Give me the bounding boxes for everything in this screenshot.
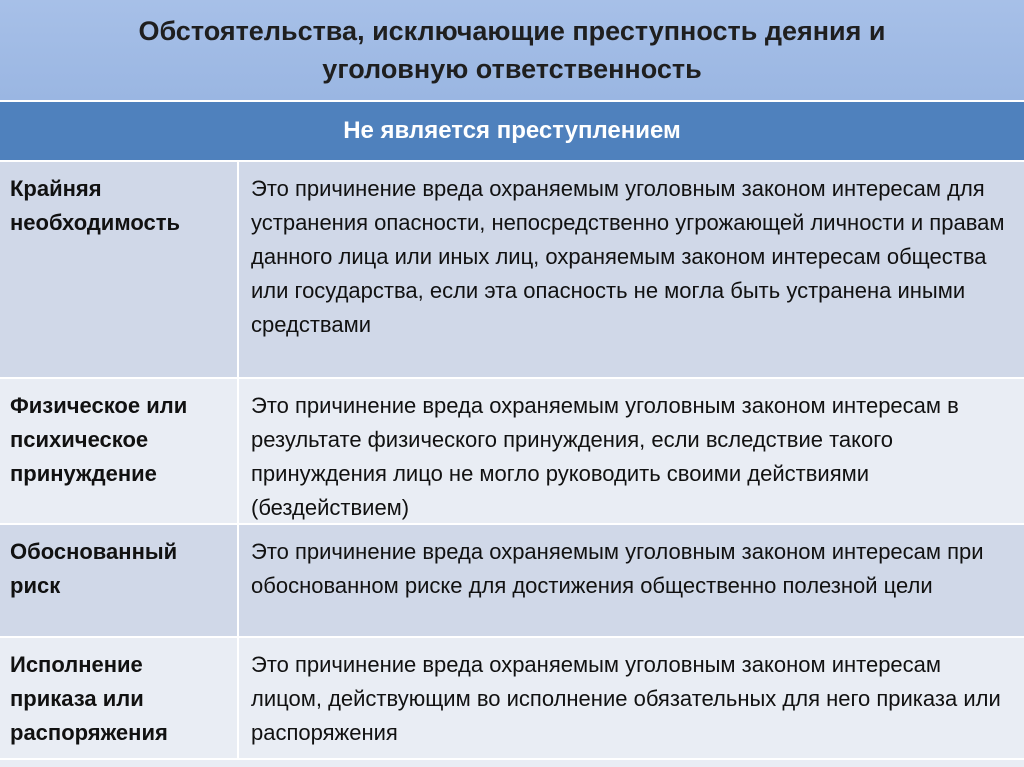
table-footer-strip xyxy=(0,760,1024,767)
term-cell: Исполнение приказа или распоряжения xyxy=(0,638,239,758)
slide-title-text: Обстоятельства, исключающие преступность деяния и уголовную ответственность xyxy=(138,16,886,84)
circumstances-table xyxy=(0,102,1024,767)
table-header: Не является преступлением xyxy=(0,102,1024,160)
term-cell: Физическое или психическое принуждение xyxy=(0,379,239,523)
table-row xyxy=(0,638,1024,758)
table-row xyxy=(0,162,1024,377)
term-cell: Крайняя необходимость xyxy=(0,162,239,377)
definition-cell: Это причинение вреда охраняемым уголовным законом интересам лицом, действующим во исполнение обязательных для него приказа или распоряжения xyxy=(251,652,1001,745)
definition-cell: Это причинение вреда охраняемым уголовным законом интересам в результате физического принуждения, если вследствие такого принуждения лицо не могло руководить своими действиями (бездействием) xyxy=(251,393,959,520)
table-row xyxy=(0,379,1024,523)
slide-title xyxy=(0,0,1024,100)
definition-cell: Это причинение вреда охраняемым уголовным законом интересам для устранения опасности, непосредственно угрожающей личности и правам данного лица или иных лиц, охраняемым законом интересам общества или государства, если эта опасность не могла быть устранена иными средствами xyxy=(251,176,1005,337)
term-cell: Обоснованный риск xyxy=(0,525,239,636)
definition-cell: Это причинение вреда охраняемым уголовным законом интересам при обоснованном риске для достижения общественно полезной цели xyxy=(251,539,984,598)
table-row xyxy=(0,525,1024,636)
